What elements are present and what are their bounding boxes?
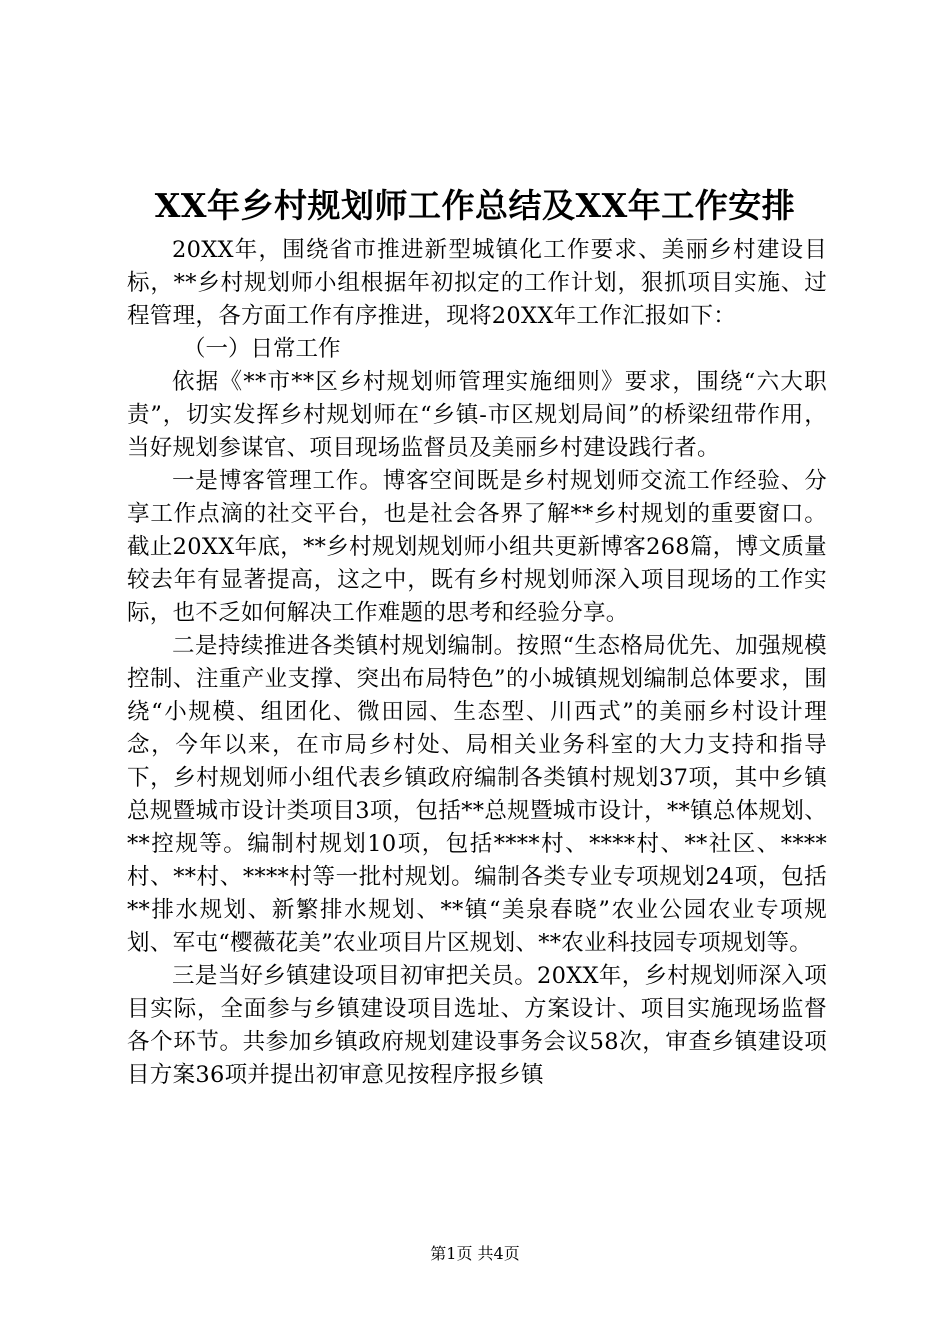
body-paragraph: 依据《**市**区乡村规划师管理实施细则》要求，围绕“六大职责”，切实发挥乡村规划师在“乡镇-市区规划局间”的桥梁纽带作用，当好规划参谋官、项目现场监督员及美丽乡村建设践行者。	[127, 369, 827, 461]
section-heading: （一）日常工作	[183, 336, 341, 362]
document-title: XX年乡村规划师工作总结及XX年工作安排	[154, 186, 796, 225]
intro-paragraph: 20XX年，围绕省市推进新型城镇化工作要求、美丽乡村建设目标，**乡村规划师小组根据年初拟定的工作计划，狠抓项目实施、过程管理，各方面工作有序推进，现将20XX年工作汇报如下：	[127, 237, 827, 329]
body-paragraph: 二是持续推进各类镇村规划编制。按照“生态格局优先、加强规模控制、注重产业支撑、突出布局特色”的小城镇规划编制总体要求，围绕“小规模、组团化、微田园、生态型、川西式”的美丽乡村设计理念，今年以来，在市局乡村处、局相关业务科室的大力支持和指导下，乡村规划师小组代表乡镇政府编制各类镇村规划37项，其中乡镇总规暨城市设计类项目3项，包括**总规暨城市设计，**镇总体规划、**控规等。编制村规划10项，包括****村、****村、**社区、****村、**村、****村等一批村规划。编制各类专业专项规划24项，包括**排水规划、新繁排水规划、**镇“美泉春晓”农业公园农业专项规划、军屯“樱薇花美”农业项目片区规划、**农业科技园专项规划等。	[127, 633, 827, 956]
document-body	[127, 234, 827, 1092]
page-footer: 第1页 共4页	[430, 1244, 520, 1263]
body-paragraph: 三是当好乡镇建设项目初审把关员。20XX年，乡村规划师深入项目实际，全面参与乡镇建设项目选址、方案设计、项目实施现场监督各个环节。共参加乡镇政府规划建设事务会议58次，审查乡镇建设项目方案36项并提出初审意见按程序报乡镇	[127, 963, 827, 1088]
body-paragraph: 一是博客管理工作。博客空间既是乡村规划师交流工作经验、分享工作点滴的社交平台，也是社会各界了解**乡村规划的重要窗口。截止20XX年底，**乡村规划规划师小组共更新博客268篇，博文质量较去年有显著提高，这之中，既有乡村规划师深入项目现场的工作实际，也不乏如何解决工作难题的思考和经验分享。	[127, 468, 827, 626]
